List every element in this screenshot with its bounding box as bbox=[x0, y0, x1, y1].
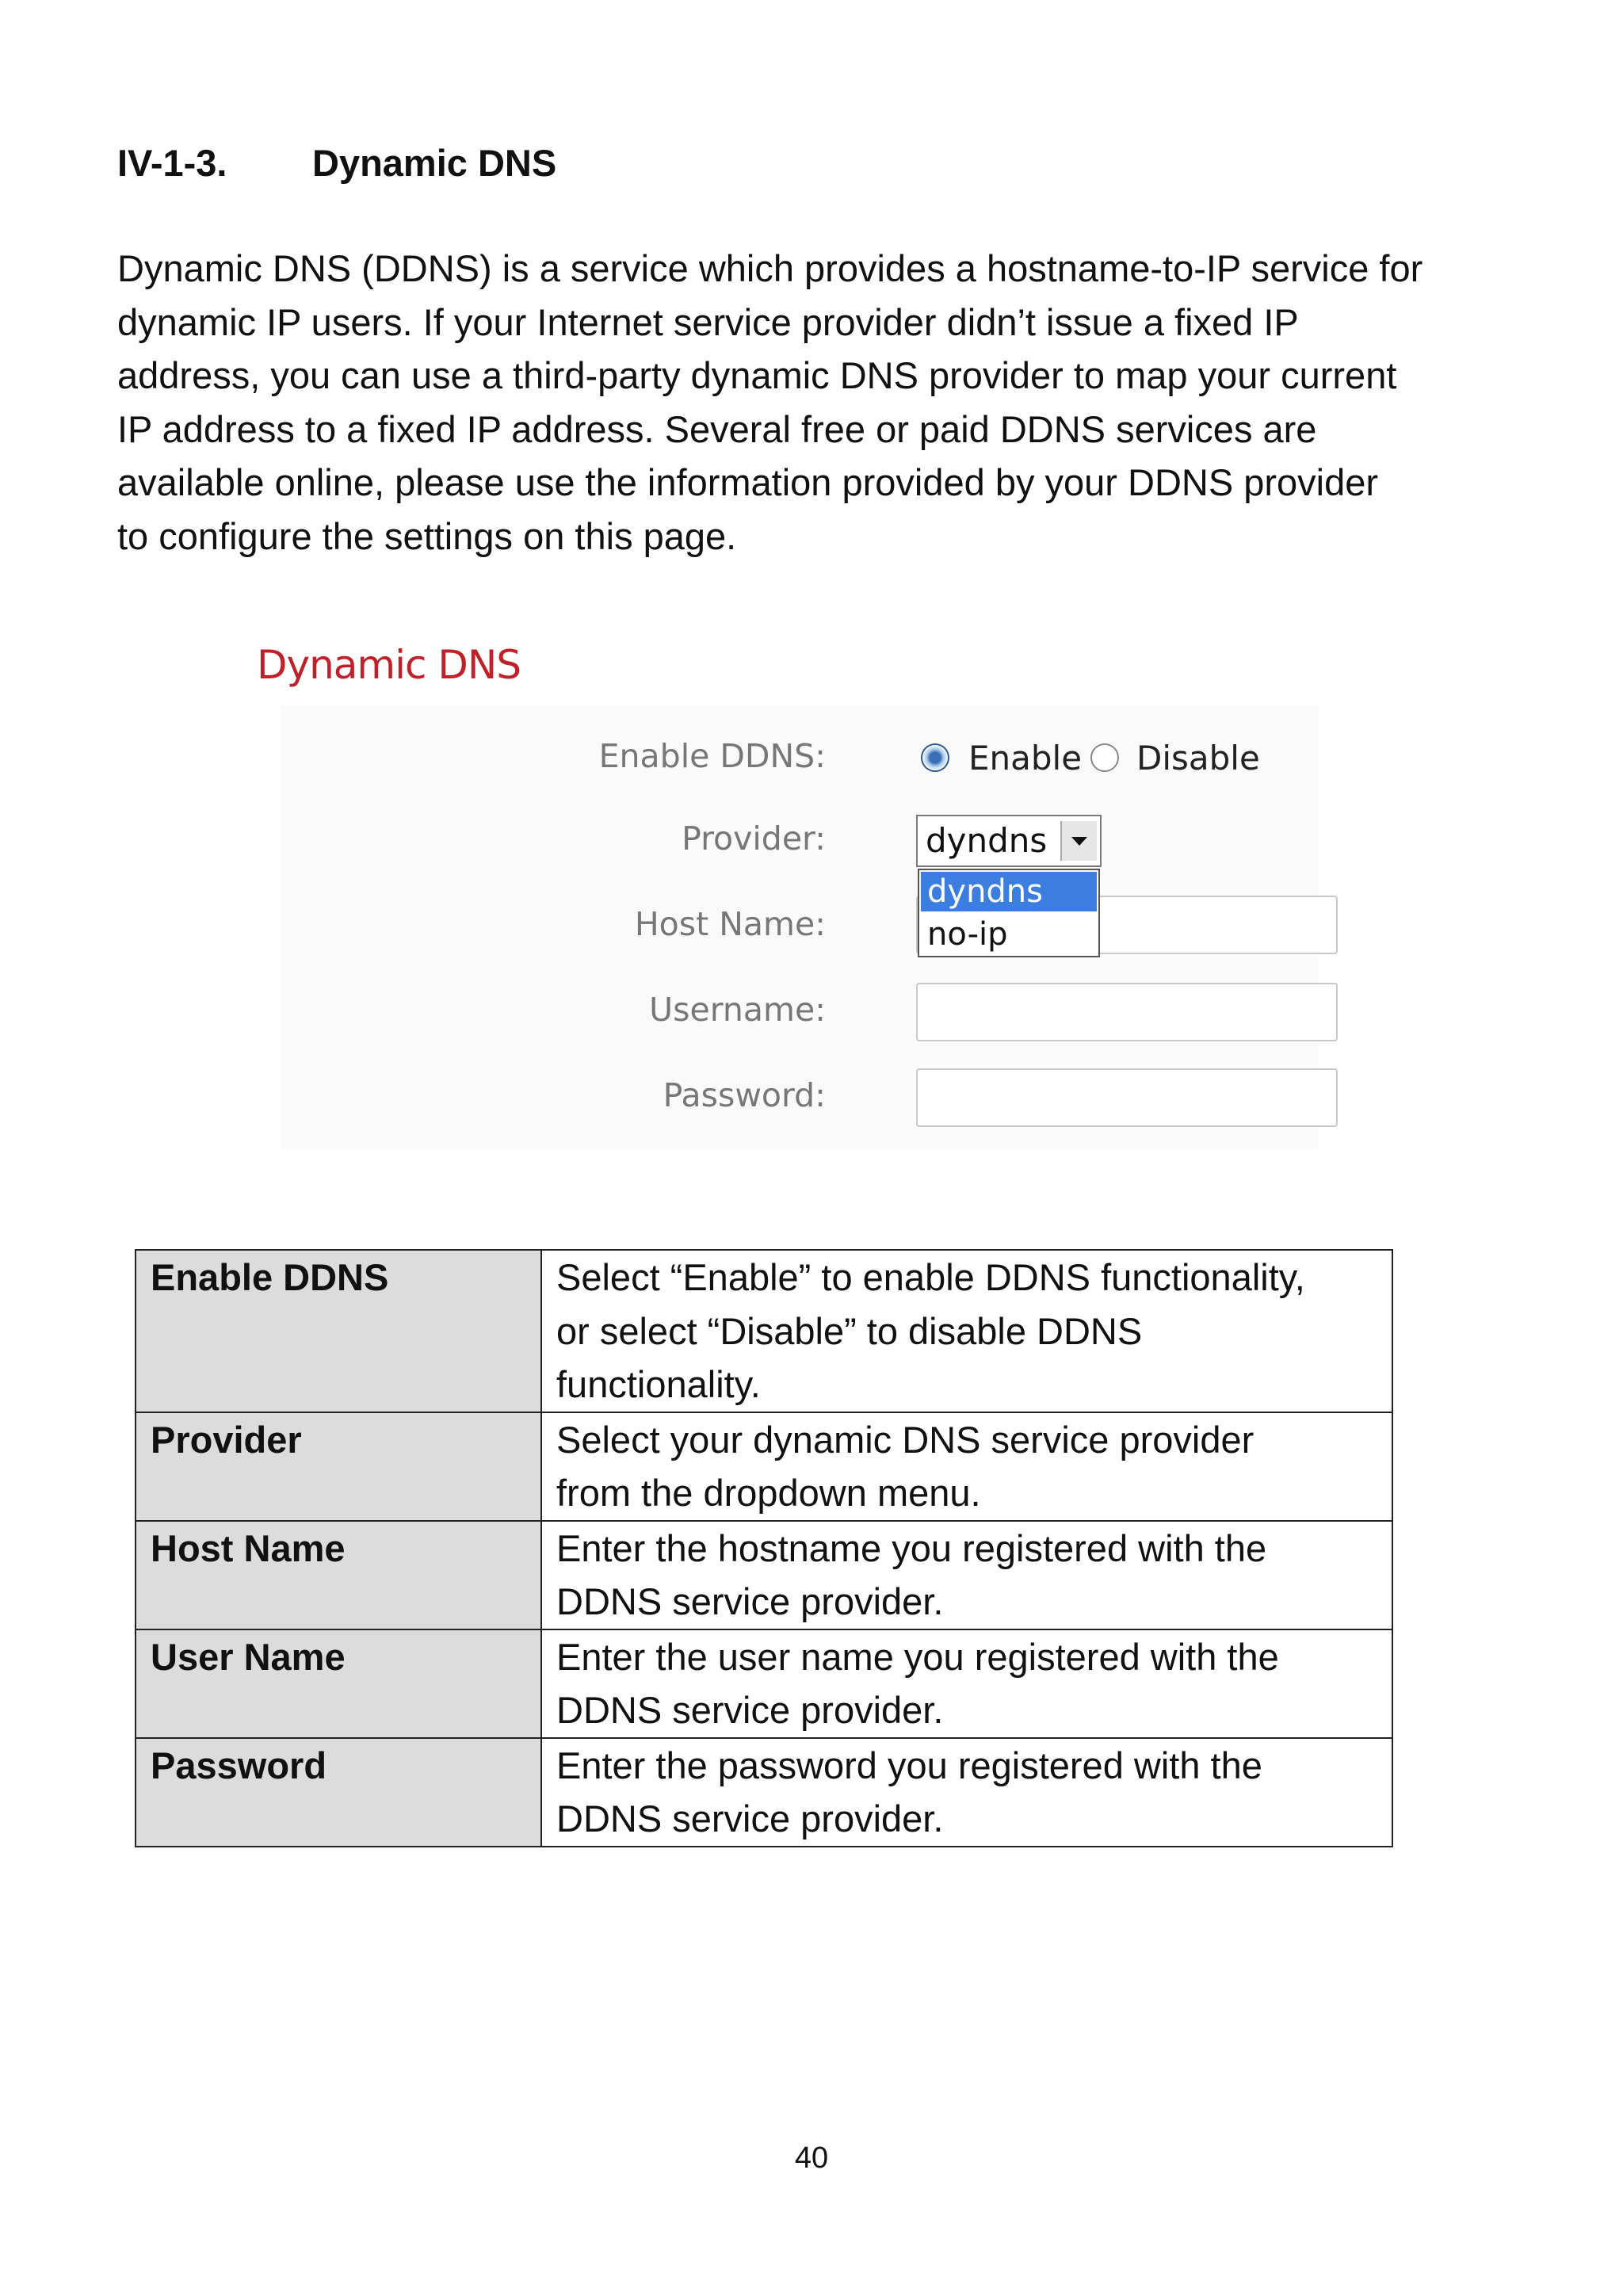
description-line: Enter the user name you registered with the bbox=[556, 1635, 1279, 1678]
table-term: Provider bbox=[136, 1412, 541, 1521]
description-line: from the dropdown menu. bbox=[556, 1472, 981, 1514]
description-line: Enter the password you registered with the bbox=[556, 1744, 1262, 1786]
username-label: Username: bbox=[649, 991, 826, 1029]
provider-select[interactable] bbox=[916, 815, 1102, 867]
description-line: functionality. bbox=[556, 1363, 761, 1405]
provider-option-no-ip[interactable]: no-ip bbox=[927, 916, 1008, 953]
description-line: Select your dynamic DNS service provider bbox=[556, 1418, 1254, 1461]
description-line: DDNS service provider. bbox=[556, 1689, 944, 1731]
panel-title: Dynamic DNS bbox=[257, 642, 521, 688]
provider-select-value: dyndns bbox=[926, 821, 1048, 860]
table-description bbox=[541, 1629, 1392, 1738]
password-input[interactable] bbox=[916, 1068, 1338, 1127]
intro-line: to configure the settings on this page. bbox=[117, 514, 737, 557]
table-description bbox=[541, 1412, 1392, 1521]
table-term: User Name bbox=[136, 1629, 541, 1738]
disable-radio-label: Disable bbox=[1136, 739, 1260, 777]
ddns-settings-screenshot bbox=[254, 642, 1347, 1165]
intro-line: dynamic IP users. If your Internet service provider didn’t issue a fixed IP bbox=[117, 300, 1299, 343]
description-line: Select “Enable” to enable DDNS functionality, bbox=[556, 1256, 1305, 1298]
table-row bbox=[136, 1412, 1392, 1521]
host-name-label: Host Name: bbox=[634, 905, 826, 943]
table-row bbox=[136, 1738, 1392, 1847]
table-term: Host Name bbox=[136, 1521, 541, 1629]
table-row bbox=[136, 1521, 1392, 1629]
section-title: Dynamic DNS bbox=[312, 142, 557, 184]
intro-line: IP address to a fixed IP address. Several free or paid DDNS services are bbox=[117, 407, 1317, 450]
enable-radio-label: Enable bbox=[968, 739, 1083, 777]
table-term: Password bbox=[136, 1738, 541, 1847]
provider-dropdown-list bbox=[918, 869, 1100, 957]
provider-option-dyndns[interactable]: dyndns bbox=[921, 872, 1097, 911]
table-row bbox=[136, 1629, 1392, 1738]
enable-radio[interactable] bbox=[921, 743, 949, 772]
table-term: Enable DDNS bbox=[136, 1250, 541, 1412]
description-line: or select “Disable” to disable DDNS bbox=[556, 1309, 1143, 1352]
table-row bbox=[136, 1250, 1392, 1412]
table-description bbox=[541, 1738, 1392, 1847]
disable-radio[interactable] bbox=[1090, 743, 1119, 772]
page-number: 40 bbox=[794, 2141, 829, 2175]
field-labels bbox=[254, 642, 826, 1165]
section-number: IV-1-3. bbox=[117, 142, 227, 184]
description-line: Enter the hostname you registered with the bbox=[556, 1526, 1267, 1569]
provider-label: Provider: bbox=[682, 819, 826, 858]
password-label: Password: bbox=[663, 1076, 826, 1114]
intro-paragraph bbox=[117, 242, 1512, 563]
section-heading bbox=[117, 141, 556, 185]
intro-line: Dynamic DNS (DDNS) is a service which provides a hostname-to-IP service for bbox=[117, 247, 1423, 289]
enable-ddns-label: Enable DDNS: bbox=[598, 737, 826, 775]
table-description bbox=[541, 1250, 1392, 1412]
description-line: DDNS service provider. bbox=[556, 1580, 944, 1622]
description-line: DDNS service provider. bbox=[556, 1797, 944, 1839]
username-input[interactable] bbox=[916, 983, 1338, 1041]
field-description-table bbox=[135, 1249, 1393, 1847]
intro-line: available online, please use the information provided by your DDNS provider bbox=[117, 461, 1379, 503]
intro-line: address, you can use a third-party dynamic DNS provider to map your current bbox=[117, 354, 1397, 396]
chevron-down-icon[interactable] bbox=[1060, 821, 1097, 861]
table-description bbox=[541, 1521, 1392, 1629]
